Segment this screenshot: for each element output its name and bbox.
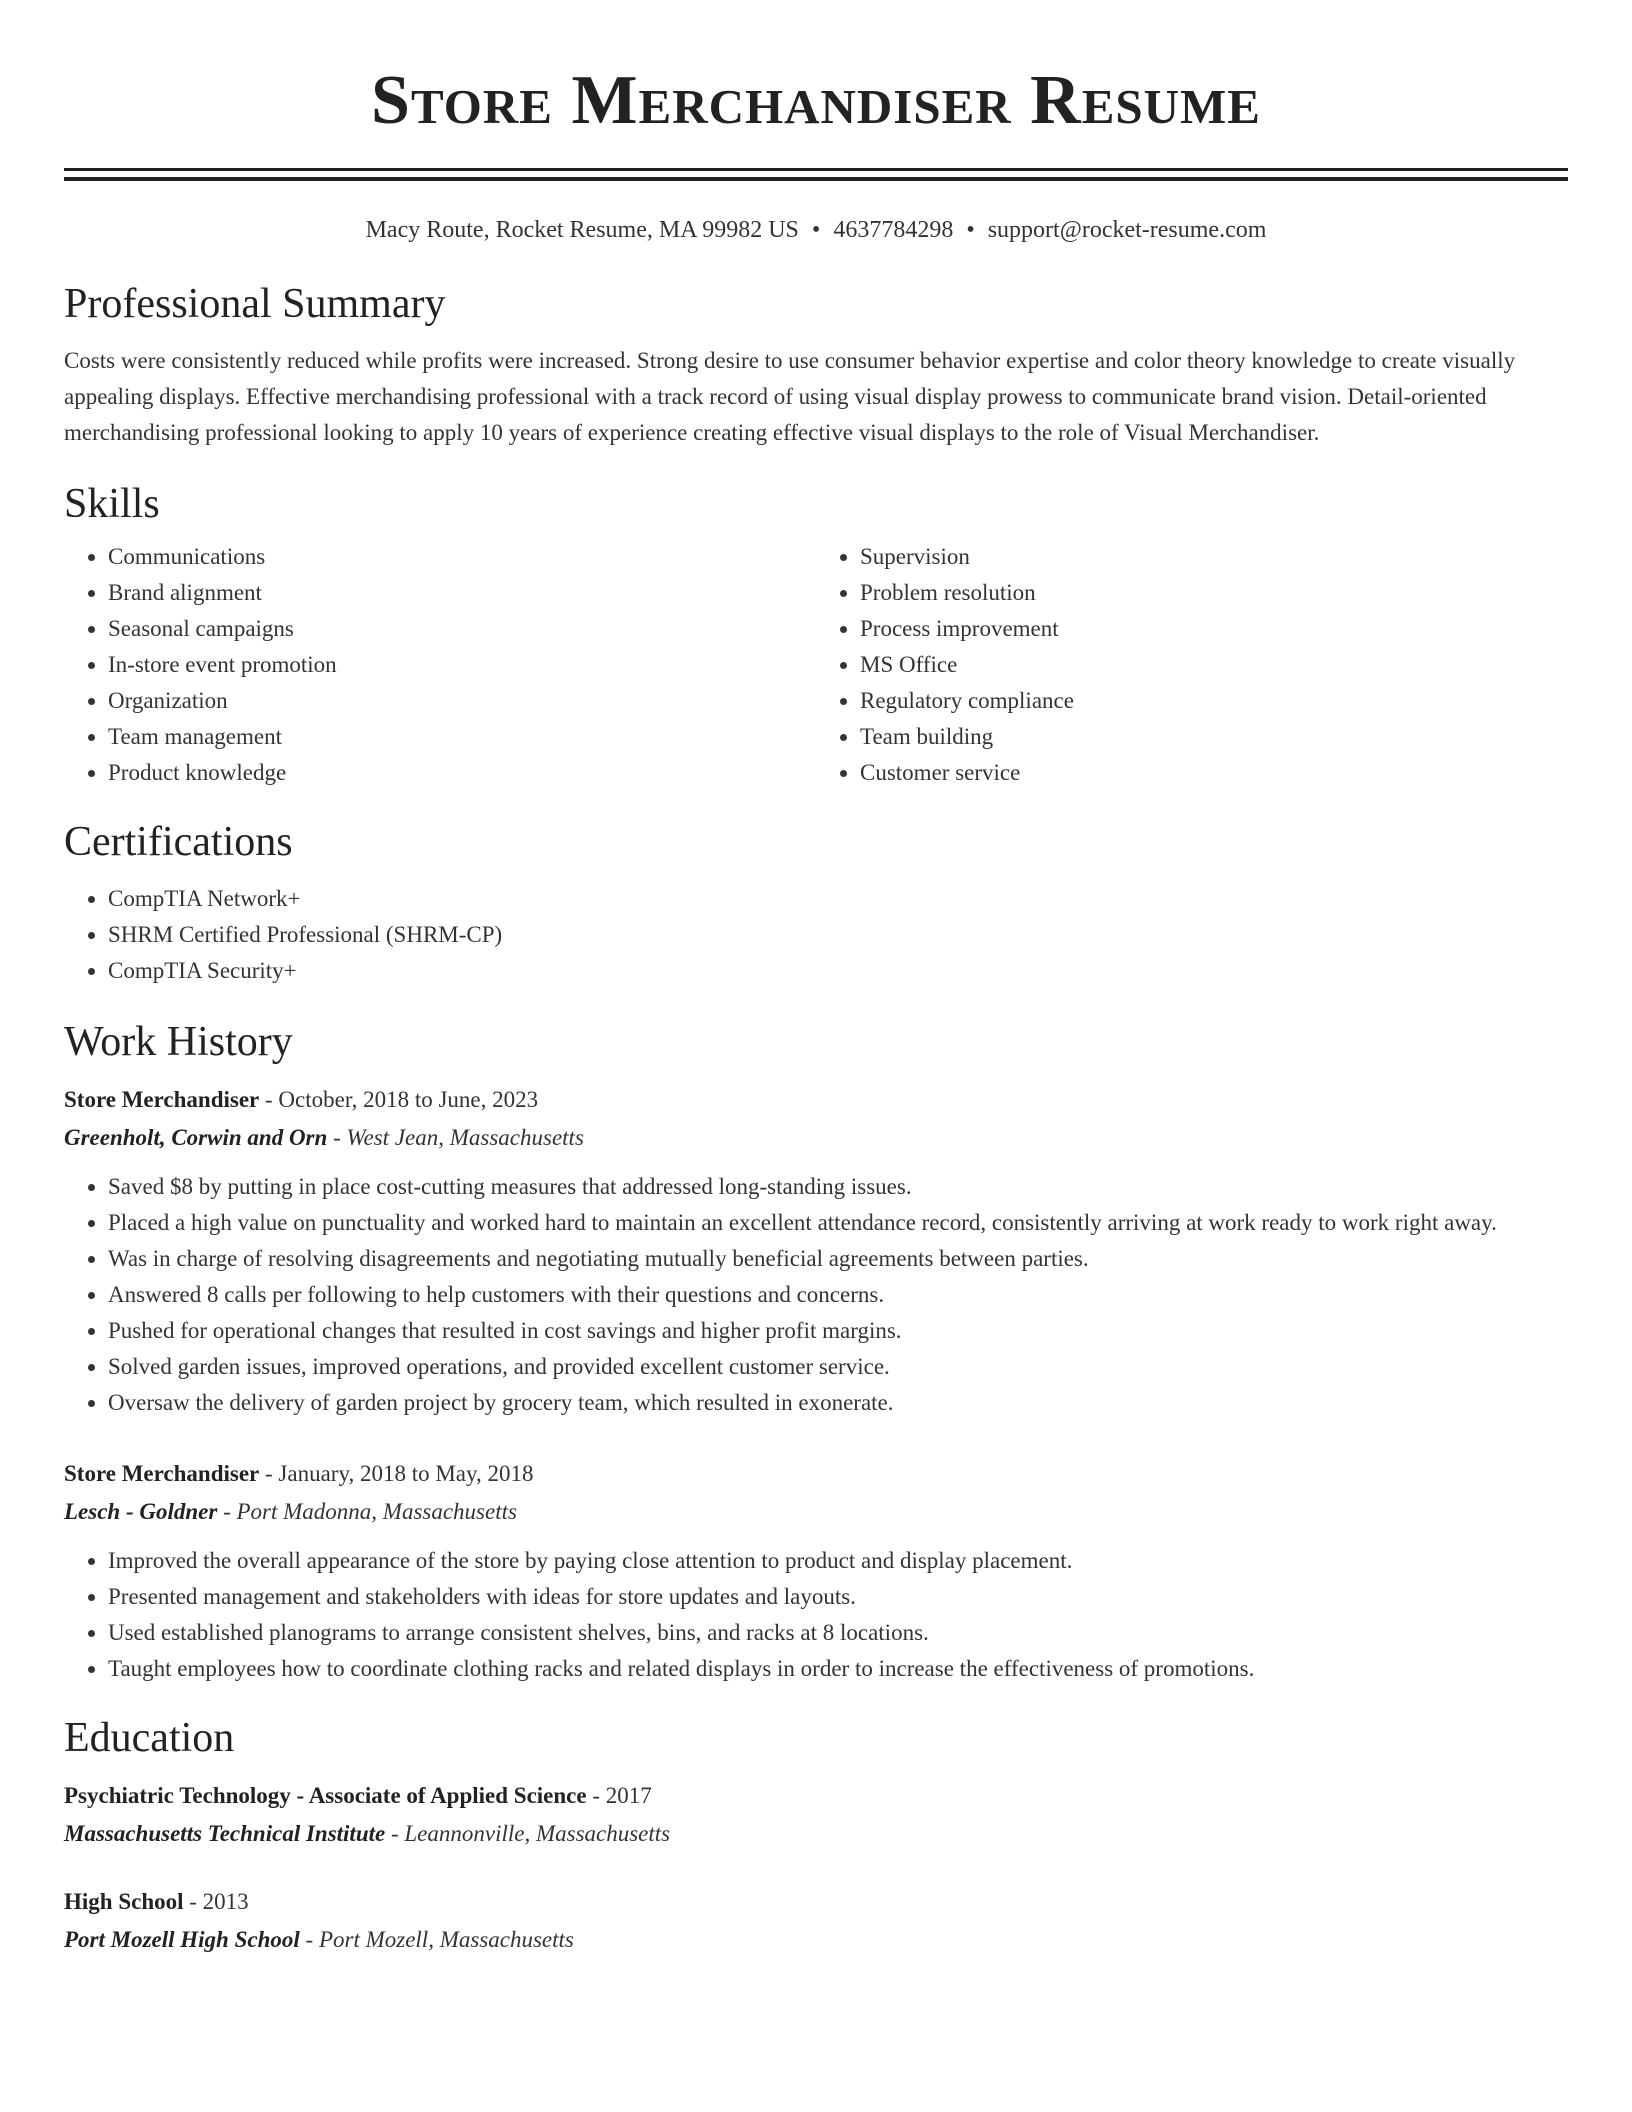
skill-item: • Product knowledge [108, 755, 816, 791]
job-role: Store Merchandiser [64, 1087, 260, 1112]
certification-item: • CompTIA Network+ [108, 881, 1568, 917]
skill-item: • Problem resolution [860, 575, 1568, 611]
section-title-summary: Professional Summary [64, 281, 446, 327]
section-title-education: Education [64, 1715, 235, 1761]
education-header [64, 1777, 1568, 1815]
section-title-work-history: Work History [64, 1019, 293, 1065]
education-school-line [64, 1815, 1568, 1853]
job-header [64, 1081, 1568, 1119]
job-entry [64, 1455, 1568, 1687]
skill-item: • Communications [108, 539, 816, 575]
skill-item: • Brand alignment [108, 575, 816, 611]
skill-item: • Supervision [860, 539, 1568, 575]
job-dates: - October, 2018 to June, 2023 [259, 1087, 539, 1112]
education-entry [64, 1883, 1568, 1959]
job-duty: • Was in charge of resolving disagreements and negotiating mutually beneficial agreements between parties. [108, 1241, 1568, 1277]
job-duty: • Answered 8 calls per following to help customers with their questions and concerns. [108, 1277, 1568, 1313]
education-year: - 2017 [586, 1783, 652, 1808]
summary-section [64, 279, 1568, 451]
header-divider-bottom [64, 177, 1568, 181]
skills-column-right [816, 539, 1568, 791]
skill-item: • In-store event promotion [108, 647, 816, 683]
skill-item: • Process improvement [860, 611, 1568, 647]
contact-email[interactable]: support@rocket-resume.com [987, 217, 1267, 243]
job-duties-list [64, 1169, 1568, 1421]
job-company: Greenholt, Corwin and Orn [64, 1125, 328, 1150]
job-company: Lesch - Goldner [64, 1499, 218, 1524]
skills-list-right [816, 539, 1568, 791]
job-location: - West Jean, Massachusetts [327, 1125, 584, 1150]
education-location: - Leannonville, Massachusetts [385, 1821, 671, 1846]
education-school: Port Mozell High School [64, 1927, 300, 1952]
job-duty: • Taught employees how to coordinate clothing racks and related displays in order to increase the effectiveness of promotions. [108, 1651, 1568, 1687]
job-company-line [64, 1119, 1568, 1157]
education-year: - 2013 [183, 1889, 249, 1914]
education-degree: Psychiatric Technology - Associate of Applied Science [64, 1783, 587, 1808]
skill-item: • Team building [860, 719, 1568, 755]
job-duty: • Placed a high value on punctuality and worked hard to maintain an excellent attendance record, consistently arriving at work ready to work right away. [108, 1205, 1568, 1241]
certification-item: • CompTIA Security+ [108, 953, 1568, 989]
education-location: - Port Mozell, Massachusetts [299, 1927, 574, 1952]
skills-list-left [64, 539, 816, 791]
job-duty: • Presented management and stakeholders with ideas for store updates and layouts. [108, 1579, 1568, 1615]
job-duty: • Improved the overall appearance of the store by paying close attention to product and display placement. [108, 1543, 1568, 1579]
contact-separator: • [811, 217, 821, 243]
skills-section [64, 479, 1568, 791]
contact-address: Macy Route, Rocket Resume, MA 99982 US [365, 217, 799, 243]
education-school: Massachusetts Technical Institute [64, 1821, 386, 1846]
job-entry [64, 1081, 1568, 1421]
job-duty: • Oversaw the delivery of garden project by grocery team, which resulted in exonerate. [108, 1385, 1568, 1421]
job-duty: • Used established planograms to arrange consistent shelves, bins, and racks at 8 locations. [108, 1615, 1568, 1651]
job-duties-list [64, 1543, 1568, 1687]
skill-item: • Seasonal campaigns [108, 611, 816, 647]
education-degree: High School [64, 1889, 184, 1914]
skill-item: • MS Office [860, 647, 1568, 683]
skill-item: • Team management [108, 719, 816, 755]
certifications-list [64, 881, 1568, 989]
skill-item: • Customer service [860, 755, 1568, 791]
education-header [64, 1883, 1568, 1921]
summary-text: Costs were consistently reduced while profits were increased. Strong desire to use consumer behavior expertise and color theory knowledge to create visually appealing displays. Effective merchandising professional with a track record of using visual display prowess to communicate brand vision. Detail-oriented merchandising professional looking to apply 10 years of experience creating effective visual displays to the role of Visual Merchandiser. [64, 348, 1516, 445]
section-title-certifications: Certifications [64, 819, 293, 865]
skills-column-left [64, 539, 816, 791]
contact-line [64, 215, 1568, 245]
job-duty: • Pushed for operational changes that resulted in cost savings and higher profit margins. [108, 1313, 1568, 1349]
section-title-skills: Skills [64, 481, 160, 527]
skill-item: • Regulatory compliance [860, 683, 1568, 719]
education-section [64, 1713, 1568, 1959]
job-dates: - January, 2018 to May, 2018 [259, 1461, 534, 1486]
contact-phone: 4637784298 [833, 217, 954, 243]
education-school-line [64, 1921, 1568, 1959]
job-location: - Port Madonna, Massachusetts [217, 1499, 517, 1524]
education-entry [64, 1777, 1568, 1853]
resume-title: Store Merchandiser Resume [371, 62, 1261, 139]
skill-item: • Organization [108, 683, 816, 719]
job-duty: • Saved $8 by putting in place cost-cutting measures that addressed long-standing issues. [108, 1169, 1568, 1205]
header-divider-top [64, 168, 1568, 171]
contact-separator: • [966, 217, 975, 243]
job-header [64, 1455, 1568, 1493]
skills-columns [64, 539, 1568, 791]
certification-item: • SHRM Certified Professional (SHRM-CP) [108, 917, 1568, 953]
job-company-line [64, 1493, 1568, 1531]
job-duty: • Solved garden issues, improved operations, and provided excellent customer service. [108, 1349, 1568, 1385]
certifications-section [64, 817, 1568, 989]
job-role: Store Merchandiser [64, 1461, 260, 1486]
work-history-section [64, 1017, 1568, 1687]
